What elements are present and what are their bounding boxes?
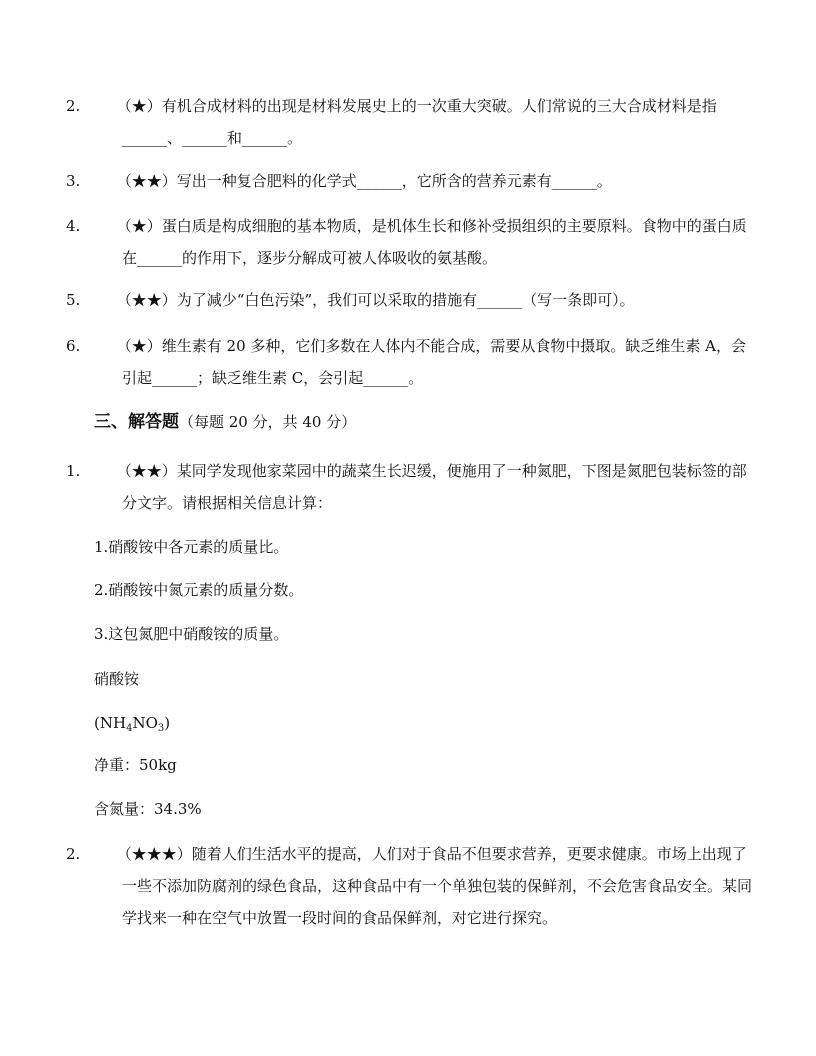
question-number: 2. bbox=[66, 845, 81, 863]
question-2 bbox=[66, 90, 754, 154]
question-4 bbox=[66, 210, 754, 274]
answer-question-2 bbox=[66, 838, 754, 934]
question-text: （★★）写出一种复合肥料的化学式______，它所含的营养元素有______。 bbox=[116, 172, 612, 190]
label-weight: 净重：50kg bbox=[94, 756, 177, 774]
label-name: 硝酸铵 bbox=[94, 670, 140, 688]
question-5 bbox=[66, 284, 754, 316]
sub-question-2: 2.硝酸铵中氮元素的质量分数。 bbox=[94, 581, 304, 599]
question-text: （★★★）随着人们生活水平的提高，人们对于食品不但要求营养，更要求健康。市场上出现了一些不添加防腐剂的绿色食品，这种食品中有一个单独包装的保鲜剂，不会危害食品安全。某同学找来一种在空气中放置一段时间的食品保鲜剂，对它进行探究。 bbox=[116, 845, 753, 927]
label-formula: $(NH_4NO_3)$ bbox=[94, 714, 171, 734]
question-3 bbox=[66, 165, 754, 197]
question-number: 3. bbox=[66, 172, 81, 190]
question-text: （★★）某同学发现他家菜园中的蔬菜生长迟缓，便施用了一种氮肥，下图是氮肥包装标签的部分文字。请根据相关信息计算： bbox=[116, 462, 747, 512]
section-note: （每题 20 分，共 40 分） bbox=[179, 413, 357, 431]
question-6 bbox=[66, 330, 754, 394]
question-number: 2. bbox=[66, 97, 81, 115]
sub-question-3: 3.这包氮肥中硝酸铵的质量。 bbox=[94, 625, 289, 643]
answer-question-1 bbox=[66, 455, 754, 519]
question-number: 4. bbox=[66, 217, 81, 235]
question-number: 5. bbox=[66, 291, 81, 309]
question-text: （★）有机合成材料的出现是材料发展史上的一次重大突破。人们常说的三大合成材料是指______、______和______。 bbox=[116, 97, 717, 147]
section-heading bbox=[94, 406, 356, 438]
section-title: 三、解答题 bbox=[94, 412, 179, 432]
question-text: （★★）为了减少“白色污染”，我们可以采取的措施有______（写一条即可）。 bbox=[116, 291, 635, 309]
question-text: （★）蛋白质是构成细胞的基本物质，是机体生长和修补受损组织的主要原料。食物中的蛋白质在______的作用下，逐步分解成可被人体吸收的氨基酸。 bbox=[116, 217, 747, 267]
question-text: （★）维生素有 20 多种，它们多数在人体内不能合成，需要从食物中摄取。缺乏维生素 A，会引起______；缺乏维生素 C，会引起______。 bbox=[116, 337, 747, 387]
question-number: 1. bbox=[66, 462, 81, 480]
label-nitrogen: 含氮量：34.3% bbox=[94, 800, 202, 818]
sub-question-1: 1.硝酸铵中各元素的质量比。 bbox=[94, 538, 289, 556]
question-number: 6. bbox=[66, 337, 81, 355]
